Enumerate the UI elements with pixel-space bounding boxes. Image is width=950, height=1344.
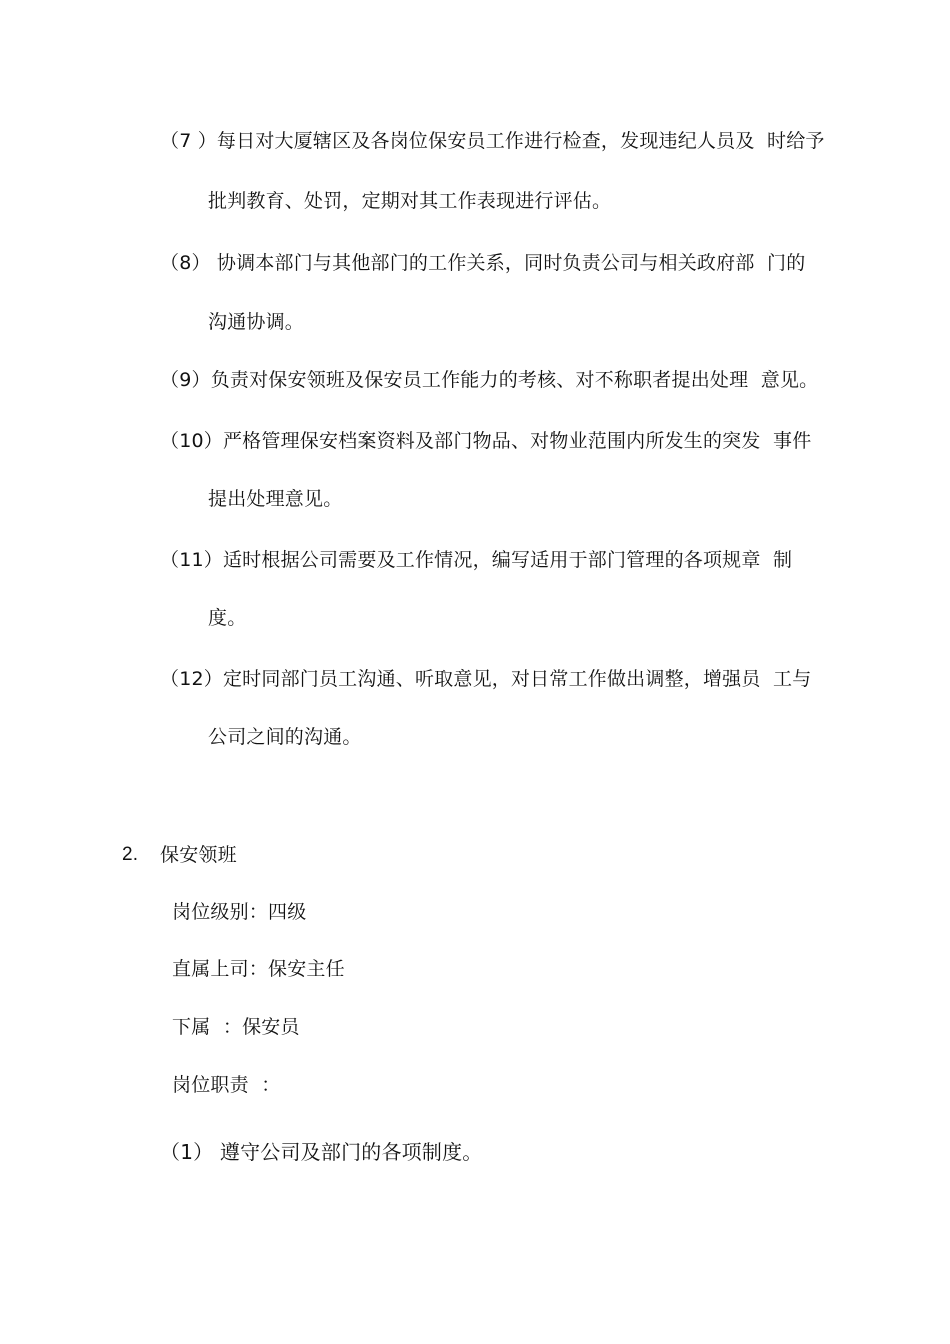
item-9-line-1: （9）负责对保安领班及保安员工作能力的考核、对不称职者提出处理 意见。 xyxy=(160,369,819,391)
item-10-line-2: 提出处理意见。 xyxy=(208,488,343,510)
section-title: 保安领班 xyxy=(160,844,237,866)
item-7-line-1: （7 ）每日对大厦辖区及各岗位保安员工作进行检查，发现违纪人员及 时给予 xyxy=(160,130,825,152)
subordinate: 下属 ：保安员 xyxy=(172,1016,300,1038)
item-8-line-2: 沟通协调。 xyxy=(208,311,305,333)
item-12-line-1: （12）定时同部门员工沟通、听取意见，对日常工作做出调整，增强员 工与 xyxy=(160,668,812,690)
duty-1: （1） 遵守公司及部门的各项制度。 xyxy=(160,1140,483,1164)
item-10-line-1: （10）严格管理保安档案资料及部门物品、对物业范围内所发生的突发 事件 xyxy=(160,430,812,452)
item-7-line-2: 批判教育、处罚，定期对其工作表现进行评估。 xyxy=(208,190,612,212)
direct-supervisor: 直属上司：保安主任 xyxy=(172,958,345,980)
post-duties-heading: 岗位职责 ： xyxy=(172,1074,281,1096)
item-11-line-1: （11）适时根据公司需要及工作情况，编写适用于部门管理的各项规章 制 xyxy=(160,549,793,571)
item-11-line-2: 度。 xyxy=(208,607,247,629)
section-number: 2. xyxy=(122,844,139,865)
item-8-line-1: （8） 协调本部门与其他部门的工作关系，同时负责公司与相关政府部 门的 xyxy=(160,252,806,274)
item-12-line-2: 公司之间的沟通。 xyxy=(208,726,362,748)
post-level: 岗位级别：四级 xyxy=(172,901,307,923)
